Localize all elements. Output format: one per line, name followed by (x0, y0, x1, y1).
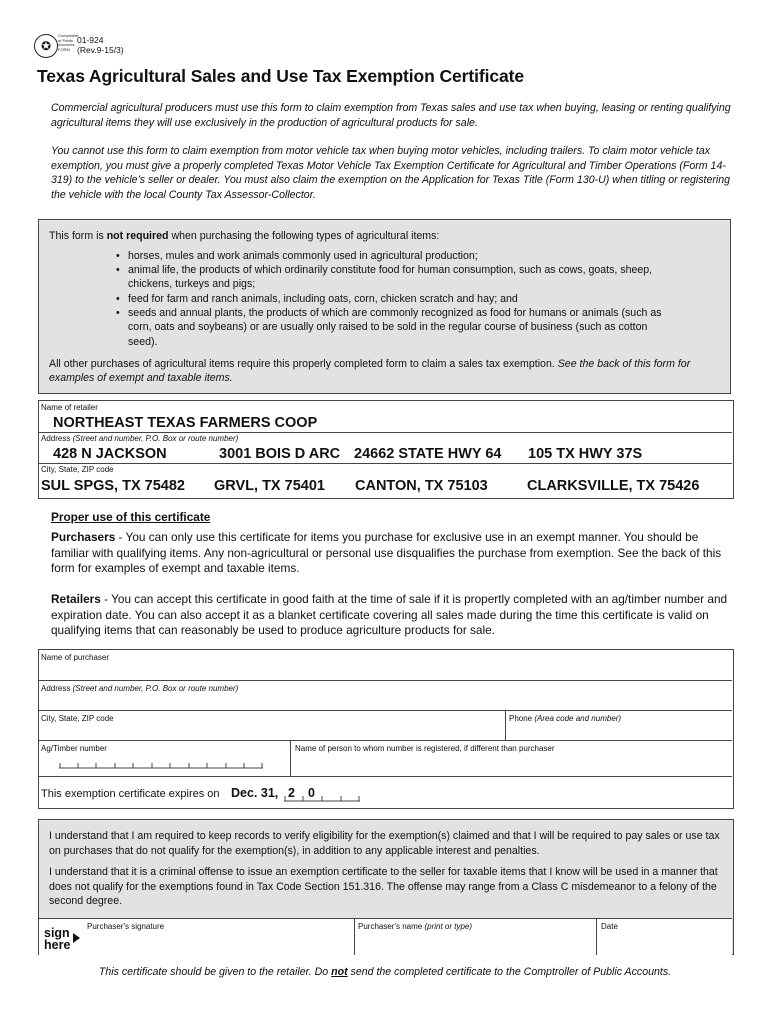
footer-note (0, 966, 770, 978)
label-italic-text: (Area code and number) (534, 714, 622, 723)
not-required-closing (49, 357, 724, 386)
list-item (116, 292, 676, 306)
form-revision: (Rev.9-15/3) (77, 45, 124, 55)
signature-label: Purchaser's signature (87, 922, 165, 931)
lead-text: This form is (49, 230, 107, 242)
certification-paragraph-1: I understand that I am required to keep records to verify eligibility for the exemption(s) claimed and that I will be required to pay sales or use tax on purchases that do not qualify for the exemption(s), in addition to any applicable interest and penalties. (49, 830, 720, 857)
purchaser-box (38, 649, 734, 809)
printed-name-field[interactable] (355, 919, 596, 954)
retailer-address-label (41, 434, 238, 443)
lead-bold-text: not required (106, 230, 169, 242)
ag-timber-number-field[interactable] (59, 761, 263, 769)
retailer-address-2[interactable]: 3001 BOIS D ARC (219, 446, 341, 462)
bullet-icon: • (116, 307, 120, 319)
list-item-text: feed for farm and ranch animals, including oats, corn, chicken scratch and hay; and (128, 293, 518, 305)
label-italic-text: (print or type) (424, 922, 473, 931)
intro-paragraph-2: You cannot use this form to claim exemption from motor vehicle tax when buying motor vehicles, including trailers. To claim motor vehicle tax exemption, you must give a properly completed Texas Motor Vehicle Tax Exemption Certificate for Agricultural and Timber Operations (Form 14-319) to the vehicle’s seller or dealer. You must also claim the exemption on the Application for Texas Title (Form 130-U) when titling or registering the vehicle with the local County Tax Assessor-Collector. (51, 145, 731, 201)
divider (39, 432, 732, 433)
signature-field[interactable] (81, 919, 353, 954)
purchasers-text: - You can only use this certificate for items you purchase for exclusive use in an exempt manner. You should be familiar with qualifying items. Any non-agricultural or personal use disqualifies the purchase from exemption. See the back of this form for examples of exempt and taxable items. (51, 530, 722, 576)
footer-text: send the completed certificate to the Comptroller of Public Accounts. (347, 966, 672, 978)
label-text: Phone (509, 714, 533, 723)
list-item-text: seeds and annual plants, the products of which are commonly recognized as food for humans or animals (such as corn, oats and soybeans) or are usually only raised to be sold in the regular course of business (such as cotton seed). (128, 307, 662, 348)
expires-month-day: Dec. 31, (231, 786, 279, 800)
lead-text: when purchasing the following types of agricultural items: (168, 230, 440, 242)
not-required-box (38, 219, 731, 394)
retailer-city-1[interactable]: SUL SPGS, TX 75482 (41, 478, 185, 494)
purchaser-city-field[interactable] (39, 711, 505, 740)
seal-caption-line: Accounts (58, 42, 75, 48)
ag-timber-label: Ag/Timber number (41, 744, 107, 753)
retailers-label: Retailers (51, 592, 101, 606)
comptroller-seal-icon: ✪ (34, 34, 58, 58)
certification-paragraph-2: I understand that it is a criminal offense to issue an exemption certificate to the seller for taxable items that I know will be used in a manner that does not qualify for the exemptions found in Tax Code Section 151.316. The offense may range from a Class C misdemeanor to a felony of the second degree. (49, 866, 718, 907)
label-text: Address (41, 434, 71, 443)
seal-caption-line: Comptroller (58, 33, 79, 38)
page-title: Texas Agricultural Sales and Use Tax Exemption Certificate (37, 66, 524, 86)
sign-here-text: here (44, 938, 71, 952)
list-item-text: animal life, the products of which ordinarily constitute food for human consumption, such as cows, goats, sheep, chickens, turkeys and pigs; (128, 264, 653, 291)
retailer-city-2[interactable]: GRVL, TX 75401 (214, 478, 325, 494)
footer-emphasis: not (331, 966, 348, 978)
retailers-text: - You can accept this certificate in good faith at the time of sale if it is propertly completed with an ag/timber number and expiration date. You can also accept it as a blanket certificate covering all sales made during the time this certificate is valid on qualifying items that can reasonably be used to produce agriculture products for sale. (51, 592, 728, 638)
divider (39, 463, 732, 464)
retailer-address-4[interactable]: 105 TX HWY 37S (528, 446, 643, 462)
purchaser-phone-field[interactable] (506, 711, 732, 740)
arrow-right-icon (73, 933, 80, 943)
retailers-paragraph (51, 592, 739, 639)
purchasers-paragraph (51, 530, 739, 577)
year-digit: 0 (308, 786, 315, 800)
footer-text: This certificate should be given to the retailer. Do (98, 966, 332, 978)
form-number-block (77, 35, 124, 55)
list-item-text: horses, mules and work animals commonly used in agricultural production; (128, 250, 478, 262)
list-item (116, 263, 676, 292)
label-text: Address (41, 684, 71, 693)
sign-here-marker (44, 927, 70, 951)
label-text: Purchaser's name (358, 922, 423, 931)
expires-year-field[interactable] (284, 786, 360, 802)
label-italic-text: (Street and number, P.O. Box or route number) (72, 684, 239, 693)
retailer-city-label: City, State, ZIP code (41, 465, 114, 474)
retailer-address-1[interactable]: 428 N JACKSON (53, 446, 167, 462)
retailer-box (38, 400, 734, 499)
signature-row (39, 918, 732, 955)
list-item (116, 249, 676, 263)
certification-box (38, 819, 734, 955)
purchaser-address-field[interactable] (39, 681, 732, 710)
divider (39, 776, 732, 777)
seal-caption (58, 33, 79, 52)
year-digit: 2 (288, 786, 295, 800)
seal-caption-line: of Public (58, 37, 74, 43)
proper-use-heading: Proper use of this certificate (51, 510, 211, 524)
purchaser-city-label: City, State, ZIP code (41, 714, 114, 723)
seal-caption-line: FORM (58, 46, 70, 52)
bullet-icon: • (116, 293, 120, 305)
retailer-name-value[interactable]: NORTHEAST TEXAS FARMERS COOP (53, 415, 318, 431)
registered-name-field[interactable] (291, 741, 732, 776)
purchaser-name-field[interactable] (39, 650, 732, 680)
year-underline (284, 794, 360, 802)
date-field[interactable] (597, 919, 732, 954)
registered-name-label: Name of person to whom number is registered, if different than purchaser (295, 744, 555, 753)
closing-text: All other purchases of agricultural items require this properly completed form to claim a sales tax exemption. (49, 358, 558, 370)
sign-here-text: sign (44, 926, 70, 940)
purchasers-label: Purchasers (51, 530, 116, 544)
bullet-icon: • (116, 264, 120, 276)
label-italic-text: (Street and number, P.O. Box or route number) (72, 434, 239, 443)
list-item (116, 306, 676, 349)
not-required-lead (49, 229, 439, 243)
retailer-city-3[interactable]: CANTON, TX 75103 (355, 478, 488, 494)
retailer-city-4[interactable]: CLARKSVILLE, TX 75426 (527, 478, 700, 494)
date-label: Date (601, 922, 618, 931)
expires-label: This exemption certificate expires on (41, 788, 220, 800)
closing-italic-text: See the back of this form for examples of exempt and taxable items. (49, 358, 691, 385)
bullet-icon: • (116, 250, 120, 262)
form-number: 01-924 (77, 35, 104, 45)
intro-paragraph-1: Commercial agricultural producers must use this form to claim exemption from Texas sales and use tax when buying, leasing or renting qualifying agricultural items they will use exclusively in the production of agricultural products for sale. (51, 102, 731, 129)
purchaser-name-label: Name of purchaser (41, 653, 110, 662)
retailer-address-3[interactable]: 24662 STATE HWY 64 (354, 446, 502, 462)
retailer-name-label: Name of retailer (41, 403, 98, 412)
